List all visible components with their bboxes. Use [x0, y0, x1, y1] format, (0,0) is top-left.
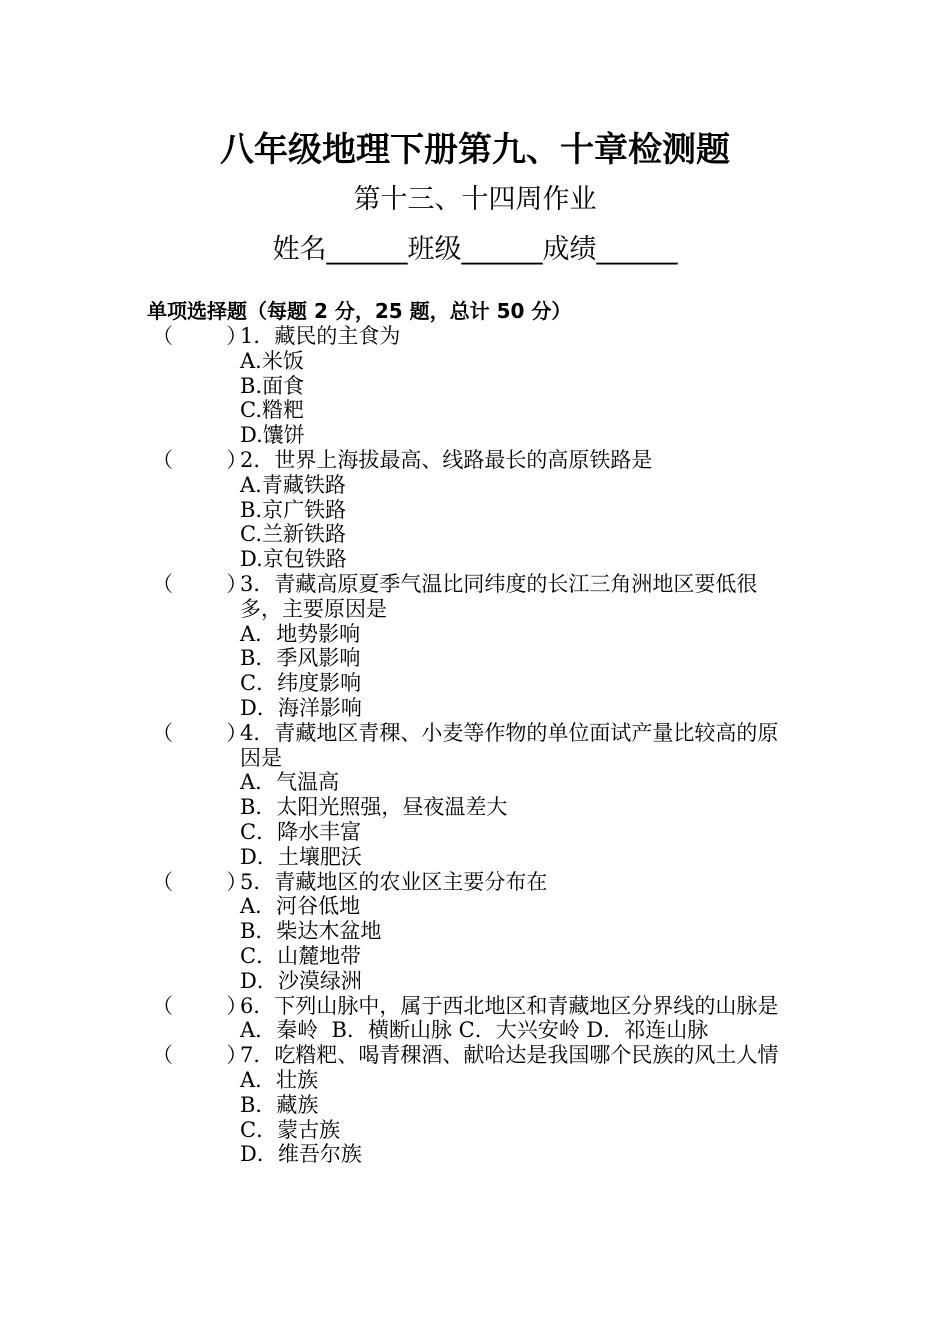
name-class-score-line: 姓名______班级______成绩______ — [272, 234, 678, 265]
option-d: D．维吾尔族 — [240, 1142, 362, 1167]
option-c: C.兰新铁路 — [240, 522, 346, 547]
question-stem: 3．青藏高原夏季气温比同纬度的长江三角洲地区要低很多，主要原因是 — [240, 571, 758, 621]
page-title: 八年级地理下册第九、十章检测题 — [220, 130, 730, 170]
option-b: B．季风影响 — [240, 646, 361, 671]
option-c: C.糌粑 — [240, 398, 304, 423]
option-a: A．河谷低地 — [240, 894, 361, 919]
option-d: D．沙漠绿洲 — [240, 968, 362, 993]
question-stem: 5．青藏地区的农业区主要分布在 — [240, 869, 548, 894]
option-a: A.米饭 — [240, 348, 304, 373]
question-1 — [152, 324, 792, 448]
option-a: A．地势影响 — [240, 621, 361, 646]
question-2 — [152, 448, 792, 572]
question-6 — [152, 994, 792, 1044]
question-7 — [152, 1043, 792, 1167]
options-inline: A．秦岭 B．横断山脉 C．大兴安岭 D．祁连山脉 — [240, 1018, 709, 1043]
question-stem: 2．世界上海拔最高、线路最长的高原铁路是 — [240, 447, 653, 472]
question-5 — [152, 870, 792, 994]
option-b: B.面食 — [240, 373, 305, 398]
question-stem: 1．藏民的主食为 — [240, 324, 401, 348]
section-heading: 单项选择题（每题 2 分，25 题，总计 50 分） — [147, 299, 572, 323]
answer-blank: （ ） — [152, 993, 248, 1018]
option-c: C．蒙古族 — [240, 1117, 341, 1142]
question-stem: 7．吃糌粑、喝青稞酒、献哈达是我国哪个民族的风土人情 — [240, 1043, 779, 1068]
answer-blank: （ ） — [152, 1043, 248, 1068]
option-b: B.京广铁路 — [240, 497, 347, 522]
option-a: A．壮族 — [240, 1067, 319, 1092]
option-d: D．海洋影响 — [240, 695, 362, 720]
option-c: C．纬度影响 — [240, 671, 362, 696]
question-3 — [152, 572, 792, 721]
answer-blank: （ ） — [152, 869, 248, 894]
option-d: D.馕饼 — [240, 423, 305, 448]
option-a: A．气温高 — [240, 770, 340, 795]
option-b: B．太阳光照强，昼夜温差大 — [240, 795, 508, 820]
answer-blank: （ ） — [152, 447, 248, 472]
option-c: C．降水丰富 — [240, 819, 362, 844]
option-d: D．土壤肥沃 — [240, 844, 362, 869]
option-c: C．山麓地带 — [240, 943, 362, 968]
answer-blank: （ ） — [152, 324, 248, 348]
answer-blank: （ ） — [152, 571, 248, 596]
option-d: D.京包铁路 — [240, 547, 347, 572]
question-stem: 6．下列山脉中，属于西北地区和青藏地区分界线的山脉是 — [240, 993, 779, 1018]
question-stem: 4．青藏地区青稞、小麦等作物的单位面试产量比较高的原因是 — [240, 720, 779, 770]
question-list — [152, 324, 792, 1167]
question-4 — [152, 721, 792, 870]
option-a: A.青藏铁路 — [240, 472, 346, 497]
option-b: B．柴达木盆地 — [240, 919, 382, 944]
page-subtitle: 第十三、十四周作业 — [353, 184, 597, 215]
answer-blank: （ ） — [152, 720, 248, 745]
option-b: B．藏族 — [240, 1092, 319, 1117]
